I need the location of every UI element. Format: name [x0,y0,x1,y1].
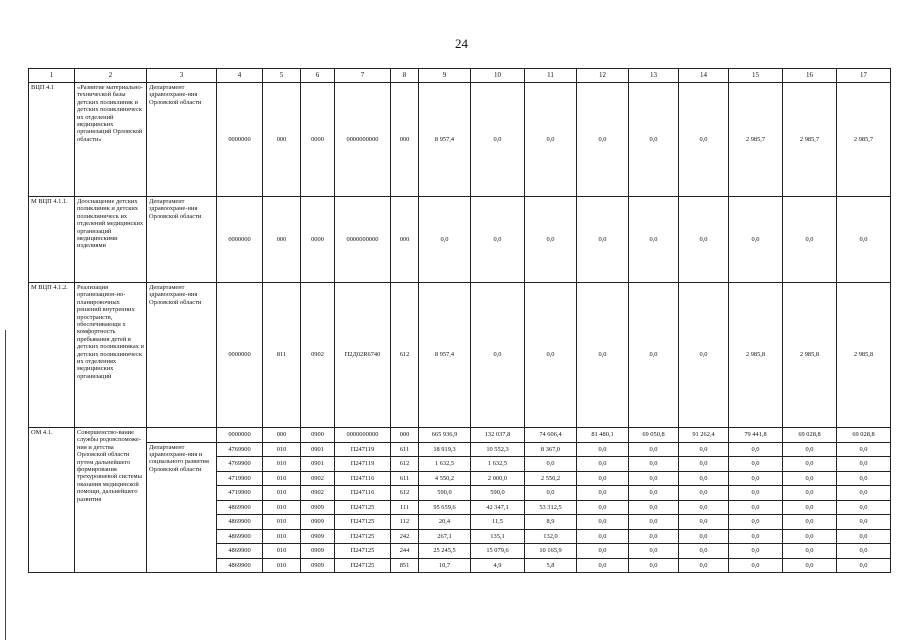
om-value: 0,0 [837,457,891,472]
om-value: 20,4 [419,515,471,530]
om-value: 0,0 [729,500,783,515]
row-value: 0,0 [577,197,629,283]
om-value: 4719900 [217,471,263,486]
om-value: 0,0 [679,500,729,515]
om-value: 0,0 [679,486,729,501]
column-number: 7 [335,69,391,83]
om-value: 0,0 [783,558,837,573]
row-value: 0,0 [629,83,679,197]
om-value: 0,0 [679,515,729,530]
om-subrow [29,428,891,443]
om-value: 135,1 [471,529,525,544]
om-value: 612 [391,486,419,501]
row-value: 0,0 [525,83,577,197]
om-value: 0,0 [729,457,783,472]
om-executor-empty [147,428,217,443]
row-value: 0,0 [577,283,629,428]
row-value: 0,0 [679,197,729,283]
om-value: 0,0 [577,529,629,544]
om-value: 0,0 [837,471,891,486]
om-value: 0,0 [729,486,783,501]
om-value: 0,0 [629,544,679,559]
column-number: 1 [29,69,75,83]
om-value: 0,0 [729,544,783,559]
om-value: 000 [391,428,419,443]
column-number: 6 [301,69,335,83]
om-value: 010 [263,486,301,501]
row-value: 0,0 [629,283,679,428]
om-value: 0,0 [629,457,679,472]
row-value: 0,0 [471,197,525,283]
column-number: 12 [577,69,629,83]
om-value: 0,0 [783,486,837,501]
om-value: 010 [263,457,301,472]
row-value: 0,0 [471,83,525,197]
om-value: 42 347,1 [471,500,525,515]
row-code: ВЦП 4.1 [29,83,75,197]
om-value: 0901 [301,442,335,457]
om-subrow [29,442,891,457]
row-value: 2 985,8 [783,283,837,428]
om-value: П247125 [335,500,391,515]
om-value: 69 028,8 [837,428,891,443]
om-value: 611 [391,471,419,486]
row-value: 000 [391,83,419,197]
om-value: 4769900 [217,442,263,457]
page-number: 24 [455,36,468,51]
row-code: М ВЦП 4.1.2. [29,283,75,428]
om-value: 0,0 [525,457,577,472]
om-value: 2 000,0 [471,471,525,486]
column-number: 15 [729,69,783,83]
row-name: «Развитие материально-технической базы детских поликлиник и детских поликлиническ их отделений медицинских организаций Орловской области» [75,83,147,197]
om-value: 0,0 [629,442,679,457]
row-value: 0,0 [419,197,471,283]
om-value: 0,0 [837,558,891,573]
row-value: 8 957,4 [419,283,471,428]
om-value: 4869900 [217,529,263,544]
om-value: 267,1 [419,529,471,544]
om-value: П247119 [335,457,391,472]
om-value: 4719900 [217,486,263,501]
row-value: 000 [391,197,419,283]
om-value: 0000000 [217,428,263,443]
om-value: 0,0 [837,442,891,457]
row-value: 0,0 [679,83,729,197]
row-value: 0,0 [679,283,729,428]
om-value: 4,9 [471,558,525,573]
row-value: 8 957,4 [419,83,471,197]
column-number: 17 [837,69,891,83]
om-value: 8,9 [525,515,577,530]
row-executor: Департамент здравоохране-ния Орловской области [147,283,217,428]
om-value: 4869900 [217,544,263,559]
om-value: 0,0 [577,442,629,457]
row-executor: Департамент здравоохране-ния Орловской области [147,83,217,197]
column-number: 16 [783,69,837,83]
om-value: П247125 [335,544,391,559]
om-value: 010 [263,544,301,559]
om-value: 132 037,8 [471,428,525,443]
om-value: 0,0 [679,457,729,472]
row-value: 0902 [301,283,335,428]
row-name: Реализация организацион-но-планировочных решений внутренних пространств, обеспечивающи х комфортность пребывания детей в детских поликлиниках и детских поликлиническ их отделениях медицинских организаций [75,283,147,428]
om-value: 0,0 [837,544,891,559]
program-row [29,283,891,428]
row-value: 0,0 [525,283,577,428]
om-value: 0,0 [729,442,783,457]
row-value: 2 985,7 [783,83,837,197]
om-value: 0,0 [729,515,783,530]
om-value: 0909 [301,558,335,573]
om-value: 18 919,3 [419,442,471,457]
om-value: 11,5 [471,515,525,530]
row-value: 0000000 [217,197,263,283]
om-value: 0,0 [837,486,891,501]
om-value: 4869900 [217,515,263,530]
om-value: П247125 [335,529,391,544]
om-value: 0,0 [837,515,891,530]
om-value: 010 [263,558,301,573]
om-value: 4869900 [217,500,263,515]
om-value: 0,0 [629,471,679,486]
row-value: 811 [263,283,301,428]
om-value: 010 [263,500,301,515]
column-number: 5 [263,69,301,83]
row-value: 0,0 [729,197,783,283]
row-value: 0000000 [217,283,263,428]
om-value: 0,0 [679,558,729,573]
om-value: 0,0 [577,486,629,501]
om-value: 0,0 [629,515,679,530]
om-value: 0,0 [783,500,837,515]
om-value: 0,0 [629,529,679,544]
column-number: 14 [679,69,729,83]
row-value: 2 985,8 [729,283,783,428]
program-row [29,83,891,197]
om-value: 4769900 [217,457,263,472]
om-value: 81 480,1 [577,428,629,443]
column-number: 8 [391,69,419,83]
om-value: 95 659,6 [419,500,471,515]
om-value: 74 606,4 [525,428,577,443]
row-value: 0,0 [471,283,525,428]
om-value: 590,0 [419,486,471,501]
om-value: 590,0 [471,486,525,501]
om-value: 0,0 [577,500,629,515]
om-executor: Департамент здравоохране-ния и социального развития Орловской области [147,442,217,573]
om-value: 0,0 [525,486,577,501]
om-value: 0,0 [729,529,783,544]
om-value: 0,0 [577,457,629,472]
om-value: 0,0 [629,500,679,515]
row-executor: Департамент здравоохране-ния Орловской области [147,197,217,283]
om-value: 010 [263,471,301,486]
om-value: 2 550,2 [525,471,577,486]
om-value: 69 050,8 [629,428,679,443]
om-value: 612 [391,457,419,472]
row-value: 0000000000 [335,197,391,283]
om-name: Совершенство-вание службы родовспоможе-ния и детства Орловской области путем дальнейшего формирования трехуровневой системы оказания медицинской помощи, дальнейшего развития [75,428,147,573]
om-value: 010 [263,442,301,457]
om-value: 0,0 [783,529,837,544]
om-value: 111 [391,500,419,515]
column-number: 13 [629,69,679,83]
column-number-row [29,69,891,83]
om-value: 665 936,9 [419,428,471,443]
om-value: 0,0 [837,529,891,544]
om-value: 0,0 [729,471,783,486]
om-value: П247125 [335,515,391,530]
row-value: 0000 [301,197,335,283]
om-value: 0901 [301,457,335,472]
om-value: 0,0 [679,471,729,486]
row-value: 0,0 [837,197,891,283]
om-value: 53 312,5 [525,500,577,515]
row-value: 612 [391,283,419,428]
om-value: 5,8 [525,558,577,573]
om-value: 132,0 [525,529,577,544]
row-value: 2 985,8 [837,283,891,428]
row-value: 000 [263,197,301,283]
om-value: 0,0 [783,442,837,457]
om-value: 010 [263,515,301,530]
om-value: 8 367,0 [525,442,577,457]
budget-table [28,68,891,573]
om-value: 0,0 [577,544,629,559]
om-value: 0,0 [729,558,783,573]
om-value: 0900 [301,428,335,443]
om-value: 0,0 [783,457,837,472]
column-number: 4 [217,69,263,83]
column-number: 11 [525,69,577,83]
om-value: 25 245,5 [419,544,471,559]
om-value: 0,0 [679,544,729,559]
om-value: 851 [391,558,419,573]
row-value: 0000 [301,83,335,197]
column-number: 3 [147,69,217,83]
om-value: 69 028,8 [783,428,837,443]
om-value: П247125 [335,558,391,573]
row-value: П2Д02R6740 [335,283,391,428]
row-value: 0,0 [577,83,629,197]
om-value: 0902 [301,471,335,486]
om-value: 0909 [301,500,335,515]
row-value: 0000000 [217,83,263,197]
om-value: 4 550,2 [419,471,471,486]
om-value: 0,0 [679,529,729,544]
row-value: 000 [263,83,301,197]
om-value: 0,0 [577,515,629,530]
om-value: 0,0 [577,471,629,486]
column-number: 10 [471,69,525,83]
om-value: П247116 [335,486,391,501]
row-value: 2 985,7 [729,83,783,197]
om-code: ОМ 4.1. [29,428,75,573]
om-value: 0,0 [837,500,891,515]
column-number: 2 [75,69,147,83]
column-number: 9 [419,69,471,83]
row-value: 0,0 [525,197,577,283]
om-value: 0,0 [577,558,629,573]
om-value: 0,0 [679,442,729,457]
om-value: П247116 [335,471,391,486]
om-value: 0,0 [783,515,837,530]
row-value: 0,0 [629,197,679,283]
om-value: 0,0 [629,558,679,573]
row-name: Дооснащение детских поликлиник и детских поликлиническ их отделений медицинских организаций медицинскими изделиями [75,197,147,283]
om-value: 15 079,6 [471,544,525,559]
om-value: 611 [391,442,419,457]
om-value: 0909 [301,515,335,530]
om-value: 0000000000 [335,428,391,443]
om-value: 4869900 [217,558,263,573]
om-value: 0909 [301,544,335,559]
om-value: 10,7 [419,558,471,573]
om-value: 1 632,5 [471,457,525,472]
row-code: М ВЦП 4.1.1. [29,197,75,283]
om-value: 0,0 [629,486,679,501]
scan-edge-line [5,330,6,640]
row-value: 2 985,7 [837,83,891,197]
om-value: 112 [391,515,419,530]
om-value: 244 [391,544,419,559]
om-value: 0902 [301,486,335,501]
om-value: 79 441,8 [729,428,783,443]
om-value: 242 [391,529,419,544]
om-value: 0,0 [783,471,837,486]
om-value: 000 [263,428,301,443]
row-value: 0000000000 [335,83,391,197]
om-value: 0909 [301,529,335,544]
om-value: 91 262,4 [679,428,729,443]
row-value: 0,0 [783,197,837,283]
om-value: 10 165,9 [525,544,577,559]
om-value: 010 [263,529,301,544]
om-value: 1 632,5 [419,457,471,472]
om-value: П247119 [335,442,391,457]
program-row [29,197,891,283]
om-value: 10 552,3 [471,442,525,457]
om-value: 0,0 [783,544,837,559]
